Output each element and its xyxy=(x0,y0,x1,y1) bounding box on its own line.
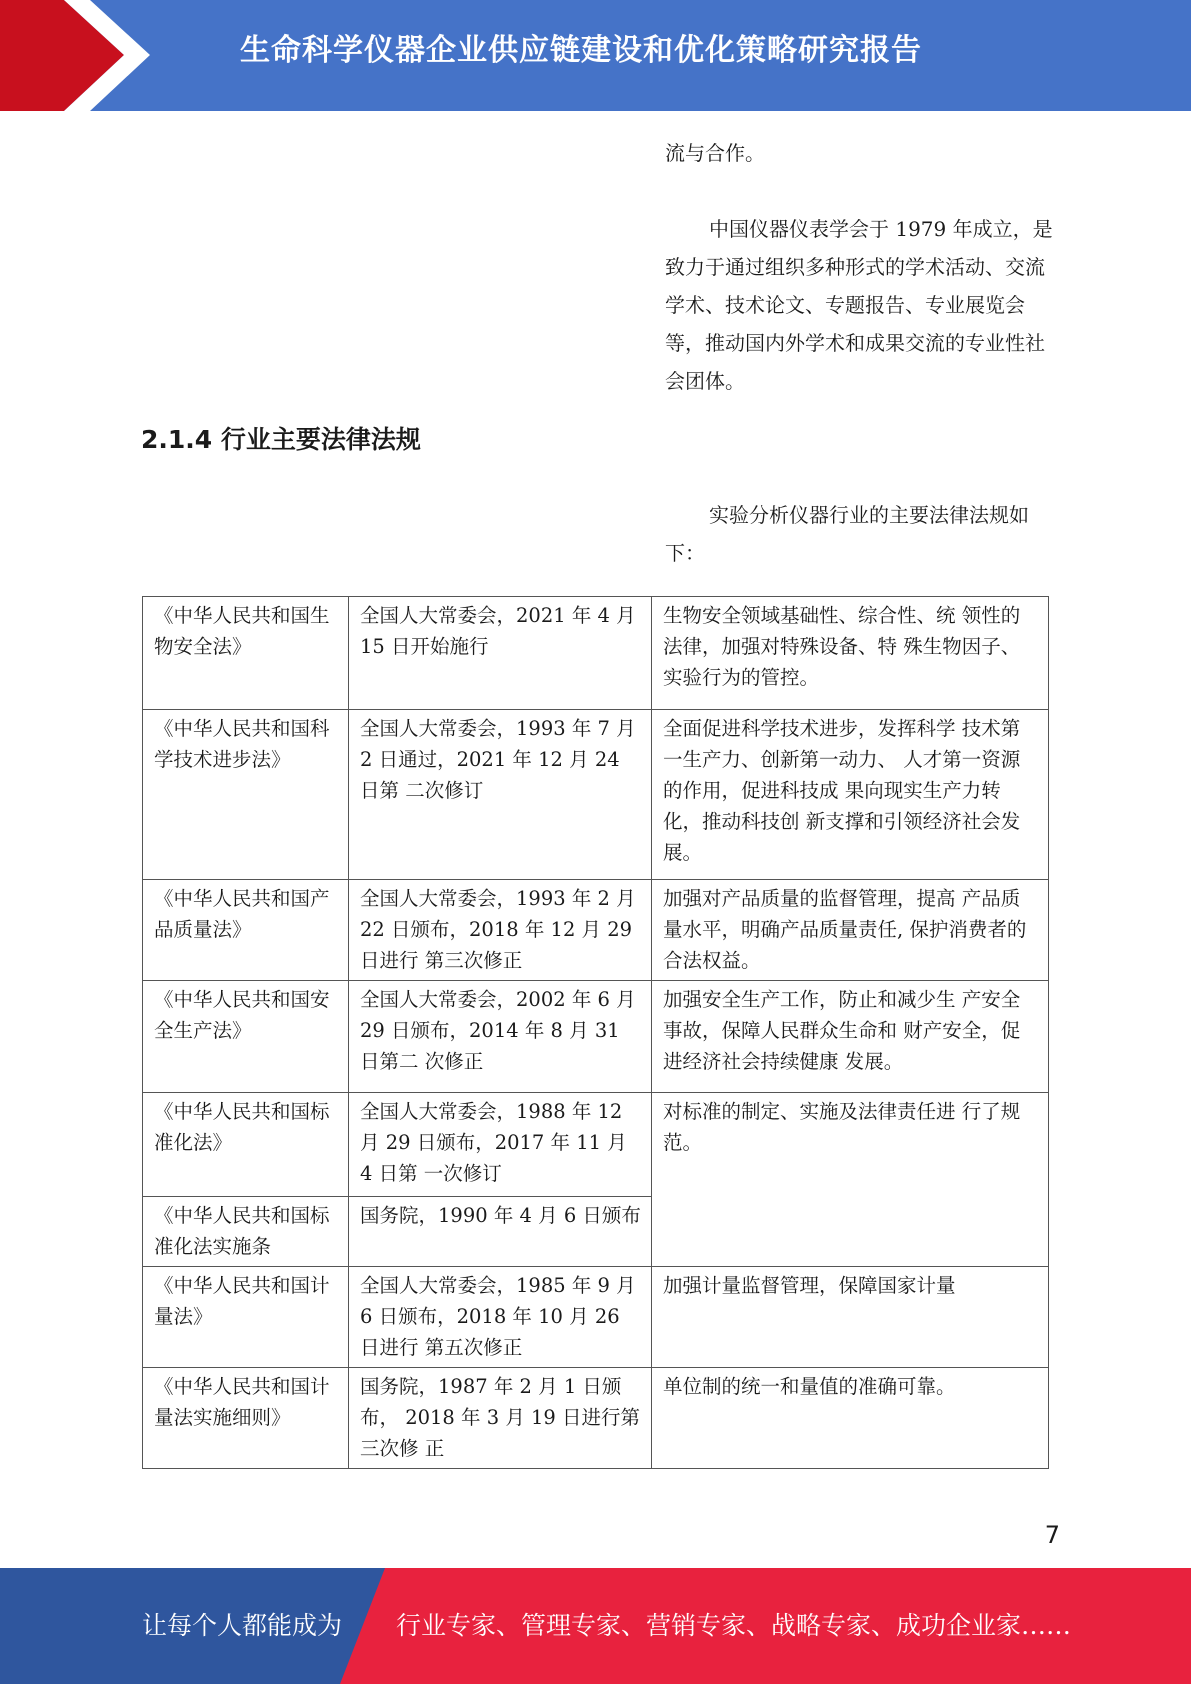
law-issuer-cell: 全国人大常委会，1993 年 2 月 22 日颁布，2018 年 12 月 29 日进行 第三次修正 xyxy=(349,880,652,981)
table-row xyxy=(143,981,1049,1093)
page-number: 7 xyxy=(1044,1521,1060,1549)
law-description-cell: 加强计量监督管理，保障国家计量 xyxy=(652,1267,1049,1368)
table-row xyxy=(143,597,1049,710)
law-description-cell: 全面促进科学技术进步，发挥科学 技术第一生产力、创新第一动力、 人才第一资源的作用，促进科技成 果向现实生产力转化，推动科技创 新支撑和引领经济社会发展。 xyxy=(652,710,1049,880)
law-issuer-cell: 国务院，1987 年 2 月 1 日颁布， 2018 年 3 月 19 日进行第三次修 正 xyxy=(349,1368,652,1469)
law-issuer-cell: 全国人大常委会，2002 年 6 月 29 日颁布，2014 年 8 月 31 日第二 次修正 xyxy=(349,981,652,1093)
page-header xyxy=(0,0,1191,111)
law-description-cell: 单位制的统一和量值的准确可靠。 xyxy=(652,1368,1049,1469)
table-row xyxy=(143,710,1049,880)
law-name-cell: 《中华人民共和国安 全生产法》 xyxy=(143,981,349,1093)
law-issuer-cell: 全国人大常委会，1993 年 7 月 2 日通过，2021 年 12 月 24 日第 二次修订 xyxy=(349,710,652,880)
law-name-cell: 《中华人民共和国计 量法实施细则》 xyxy=(143,1368,349,1469)
law-issuer-cell: 国务院，1990 年 4 月 6 日颁布 xyxy=(349,1197,652,1267)
page-footer xyxy=(0,1568,1191,1684)
law-description-cell: 生物安全领域基础性、综合性、统 领性的法律，加强对特殊设备、特 殊生物因子、实验行为的管控。 xyxy=(652,597,1049,710)
paragraph-society: 中国仪器仪表学会于 1979 年成立，是致力于通过组织多种形式的学术活动、交流学术、技术论文、专题报告、专业展览会等，推动国内外学术和成果交流的专业性社会团体。 xyxy=(665,217,1053,393)
law-description-cell: 加强安全生产工作，防止和减少生 产安全事故，保障人民群众生命和 财产安全，促进经济社会持续健康 发展。 xyxy=(652,981,1049,1093)
section-intro: 实验分析仪器行业的主要法律法规如下： xyxy=(665,503,1029,565)
law-name-cell: 《中华人民共和国标 准化法实施条 xyxy=(143,1197,349,1267)
table-row xyxy=(143,1368,1049,1469)
law-issuer-cell: 全国人大常委会，1988 年 12 月 29 日颁布，2017 年 11 月 4 日第 一次修订 xyxy=(349,1093,652,1197)
law-name-cell: 《中华人民共和国计 量法》 xyxy=(143,1267,349,1368)
section-heading: 2.1.4 行业主要法律法规 xyxy=(141,425,421,454)
law-issuer-cell: 全国人大常委会，1985 年 9 月 6 日颁布，2018 年 10 月 26 日进行 第五次修正 xyxy=(349,1267,652,1368)
footer-slogan-right: 行业专家、管理专家、营销专家、战略专家、成功企业家…… xyxy=(396,1611,1072,1640)
table-row xyxy=(143,1093,1049,1197)
table-row xyxy=(143,1267,1049,1368)
table-row xyxy=(143,880,1049,981)
law-issuer-cell: 全国人大常委会，2021 年 4 月 15 日开始施行 xyxy=(349,597,652,710)
footer-slogan-left: 让每个人都能成为 xyxy=(142,1611,343,1640)
law-name-cell: 《中华人民共和国标 准化法》 xyxy=(143,1093,349,1197)
law-name-cell: 《中华人民共和国生 物安全法》 xyxy=(143,597,349,710)
law-description-cell: 加强对产品质量的监督管理，提高 产品质量水平，明确产品质量责任, 保护消费者的合法权益。 xyxy=(652,880,1049,981)
intro-paragraphs xyxy=(665,134,1060,400)
law-name-cell: 《中华人民共和国科 学技术进步法》 xyxy=(143,710,349,880)
law-name-cell: 《中华人民共和国产 品质量法》 xyxy=(143,880,349,981)
law-description-cell: 对标准的制定、实施及法律责任进 行了规范。 xyxy=(652,1093,1049,1267)
paragraph-continuation: 流与合作。 xyxy=(665,141,765,165)
laws-table xyxy=(142,596,1049,1469)
header-title: 生命科学仪器企业供应链建设和优化策略研究报告 xyxy=(240,33,922,68)
